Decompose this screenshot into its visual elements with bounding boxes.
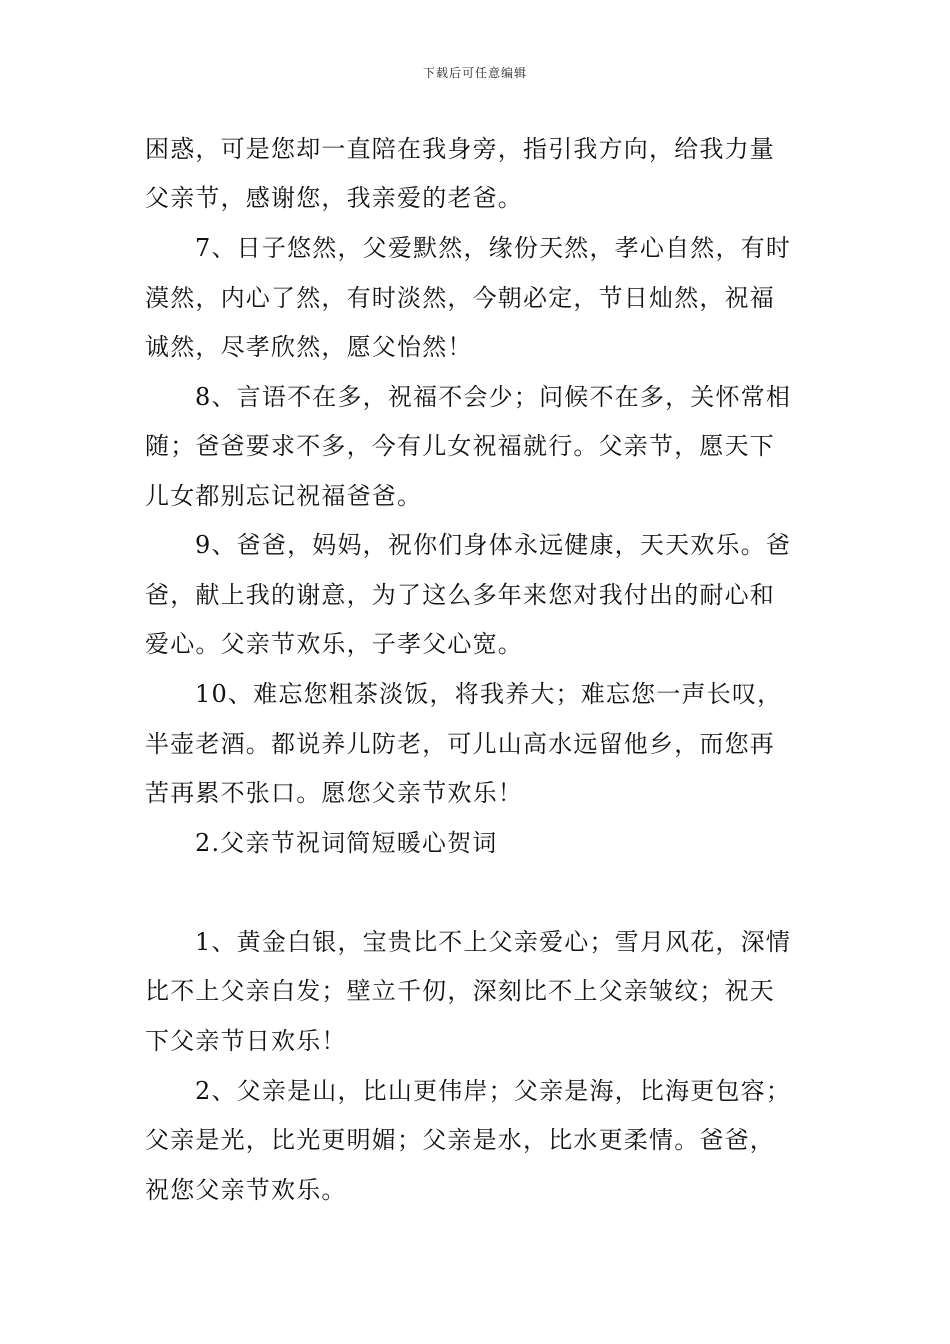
text-line: 7、日子悠然，父爱默然，缘份天然，孝心自然，有时	[195, 234, 792, 262]
text-line: 9、爸爸，妈妈，祝你们身体永远健康，天天欢乐。爸	[195, 531, 792, 559]
text-line: 父亲是光，比光更明媚；父亲是水，比水更柔情。爸爸，	[145, 1126, 775, 1154]
text-line: 父亲节，感谢您，我亲爱的老爸。	[145, 184, 523, 212]
text-line: 爸，献上我的谢意，为了这么多年来您对我付出的耐心和	[145, 581, 775, 609]
text-line: 爱心。父亲节欢乐，子孝父心宽。	[145, 630, 523, 658]
text-line: 困惑，可是您却一直陪在我身旁，指引我方向，给我力量	[145, 135, 775, 163]
text-line: 比不上父亲白发；壁立千仞，深刻比不上父亲皱纹；祝天	[145, 977, 775, 1005]
text-line: 半壶老酒。都说养儿防老，可儿山高水远留他乡，而您再	[145, 730, 775, 758]
text-line: 10、难忘您粗茶淡饭，将我养大；难忘您一声长叹，	[195, 680, 783, 708]
text-line: 2、父亲是山，比山更伟岸；父亲是海，比海更包容；	[195, 1077, 792, 1105]
text-line: 下父亲节日欢乐！	[145, 1027, 347, 1055]
text-line: 1、黄金白银，宝贵比不上父亲爱心；雪月风花，深情	[195, 928, 792, 956]
text-line: 苦再累不张口。愿您父亲节欢乐！	[145, 779, 523, 807]
page-header: 下载后可任意编辑	[422, 66, 527, 80]
text-line: 漠然，内心了然，有时淡然，今朝必定，节日灿然，祝福	[145, 284, 775, 312]
text-line: 儿女都别忘记祝福爸爸。	[145, 482, 423, 510]
text-line: 诚然，尽孝欣然，愿父怡然！	[145, 333, 473, 361]
text-line: 8、言语不在多，祝福不会少；问候不在多，关怀常相	[195, 383, 792, 411]
text-line: 祝您父亲节欢乐。	[145, 1176, 347, 1204]
text-line: 随；爸爸要求不多，今有儿女祝福就行。父亲节，愿天下	[145, 432, 775, 460]
section-heading: 2.父亲节祝词简短暖心贺词	[195, 829, 498, 857]
